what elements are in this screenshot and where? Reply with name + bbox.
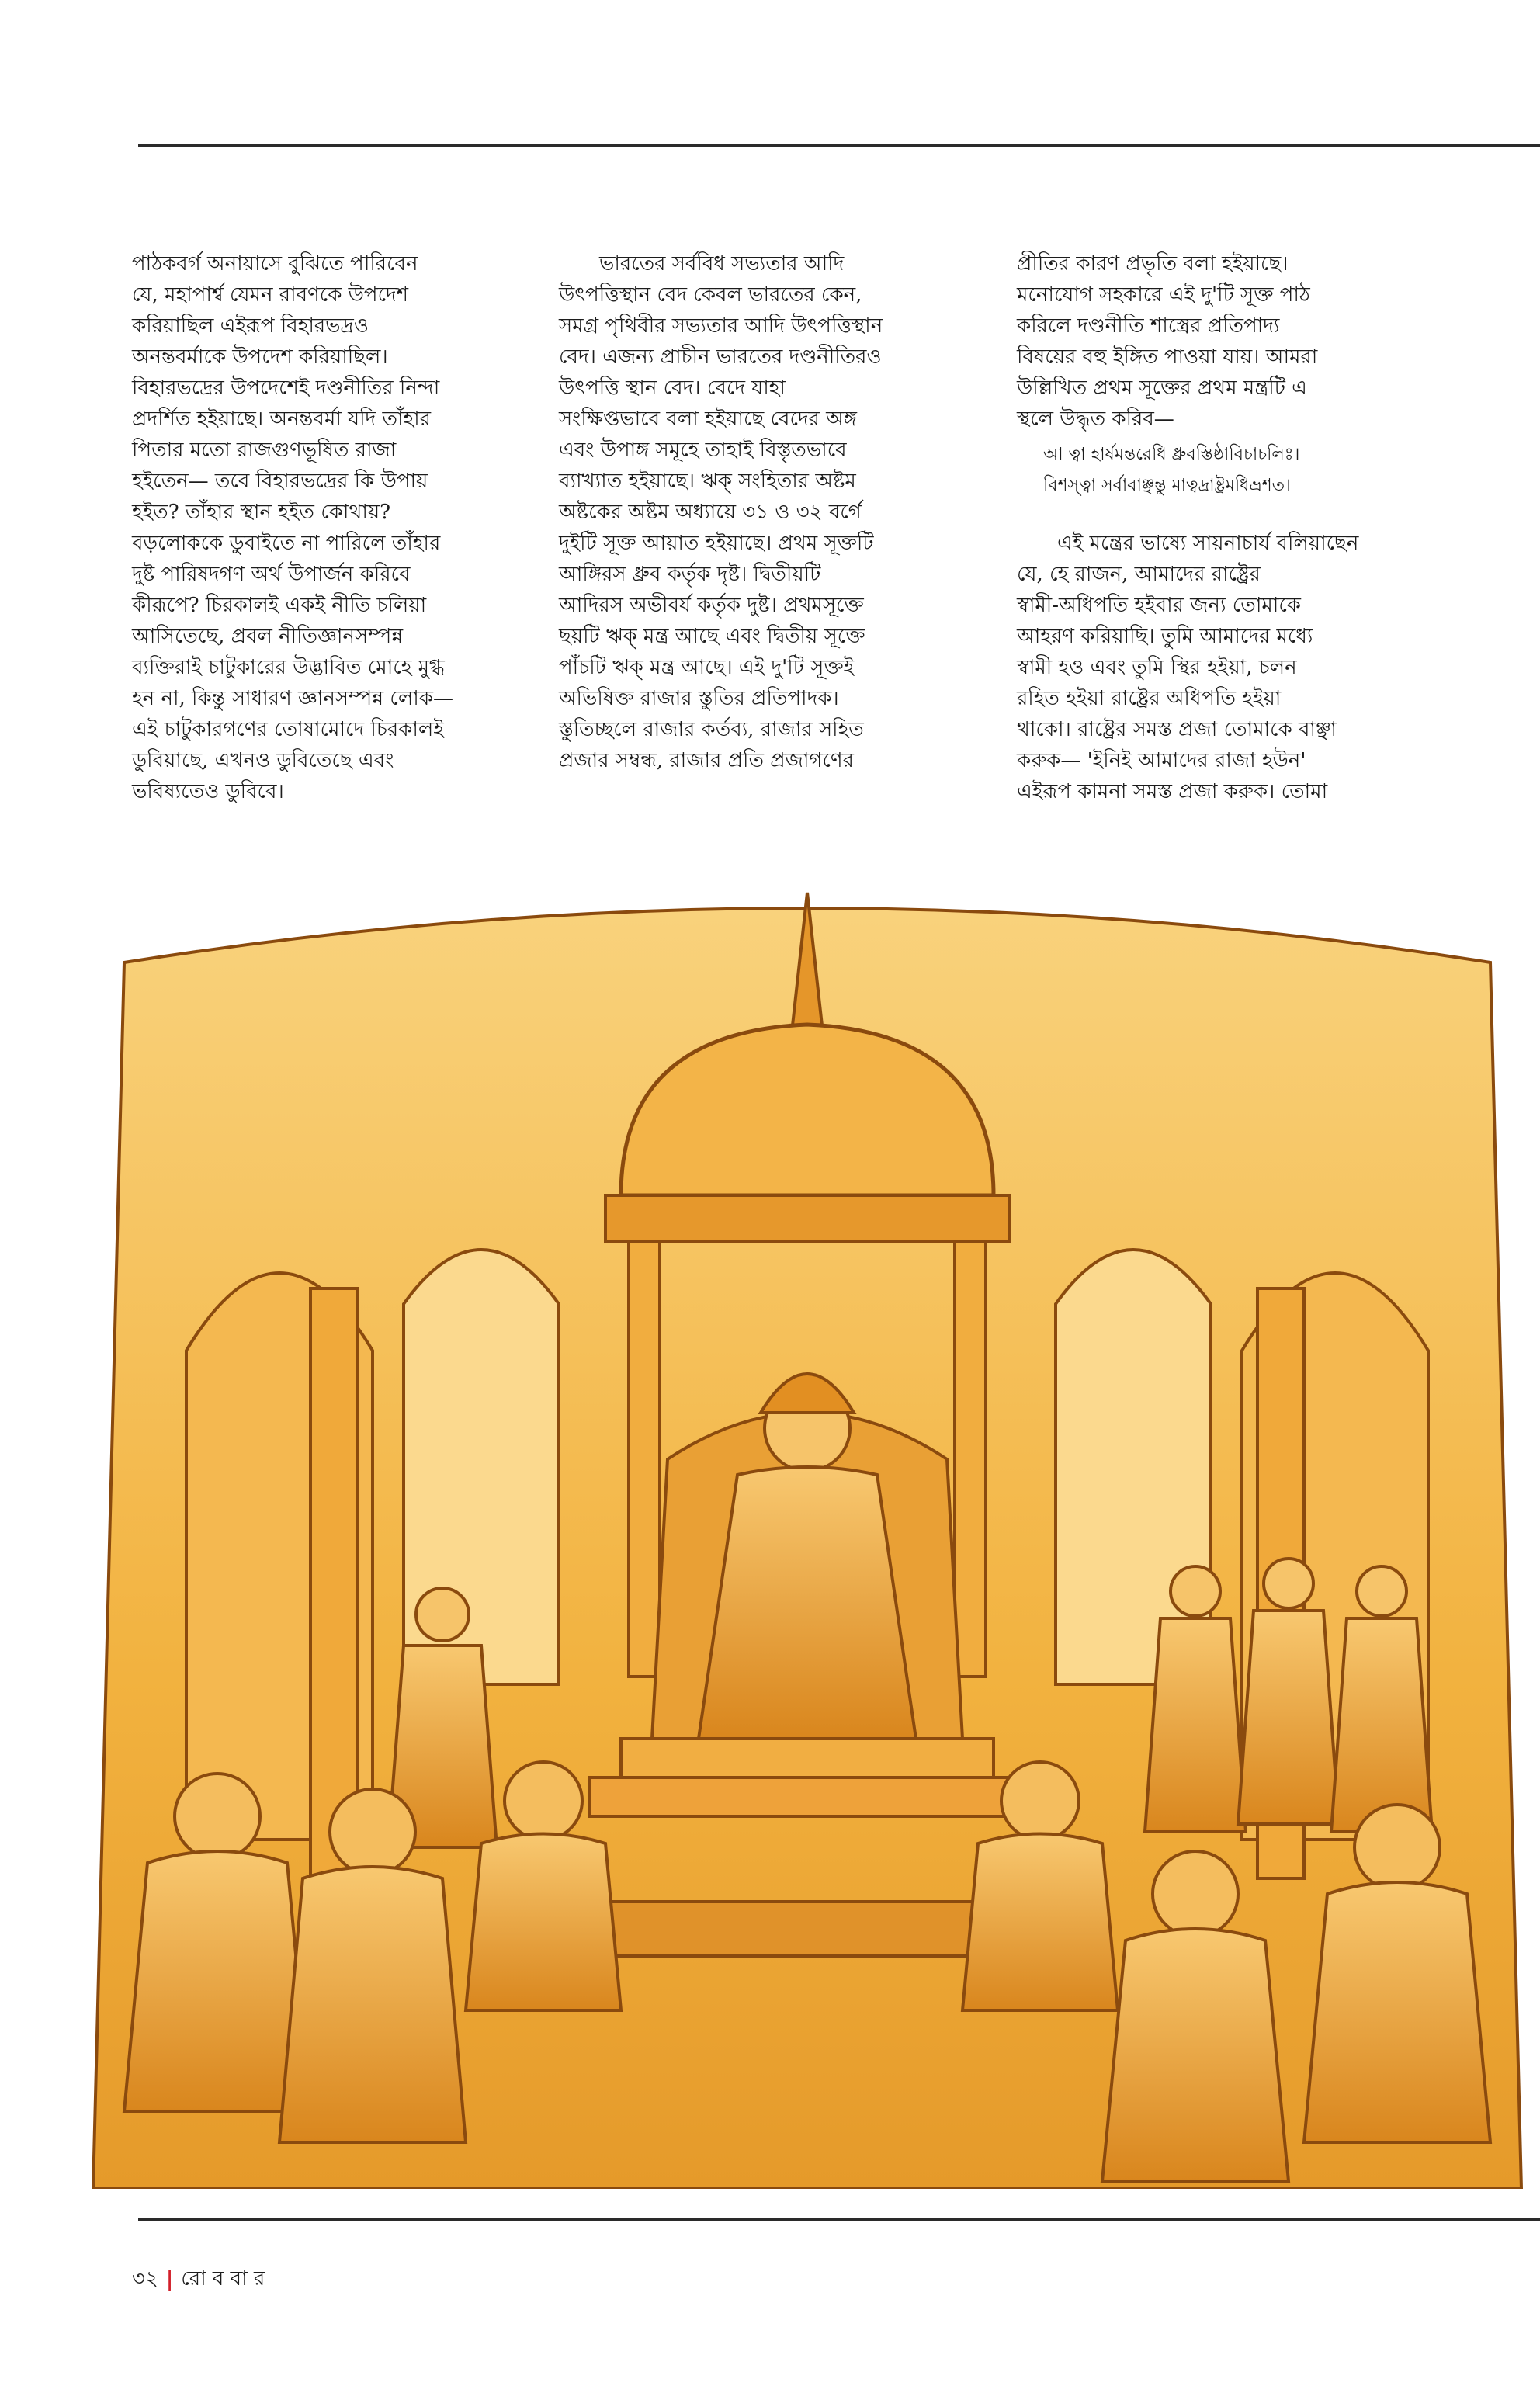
page-folio (132, 2263, 265, 2297)
bottom-rule (138, 2218, 1540, 2221)
text-column-2 (559, 248, 947, 776)
column3-paragraph-b: এই মন্ত্রের ভাষ্যে সায়নাচার্য বলিয়াছেন যে, হে রাজন, আমাদের রাষ্ট্রের স্বামী-অধিপতি হইবার জন্য তোমাকে আহরণ করিয়াছি। তুমি আমাদের মধ্যে স্বামী হও এবং তুমি স্থির হইয়া, চলন রহিত হইয়া রাষ্ট্রের অধিপতি হইয়া থাকো। রাষ্ট্রের সমস্ত প্রজা তোমাকে বাঞ্ছা করুক— 'ইনিই আমাদের রাজা হউন' এইরূপ কামনা সমস্ত প্রজা করুক। তোমা (1017, 532, 1359, 803)
sanskrit-verse: আ ত্বা হার্ষমন্তরেধি ধ্রুবস্তিষ্ঠাবিচাচলিঃ। বিশস্ত্বা সর্বাবাঞ্ছন্তু মাত্বদ্রাষ্ট্রমধিভ্রশত। (1043, 445, 1300, 495)
king-body (699, 1467, 916, 1739)
column2-paragraph: ভারতের সর্ববিধ সভ্যতার আদি উৎপত্তিস্থান বেদ কেবল ভারতের কেন, সমগ্র পৃথিবীর সভ্যতার আদি উৎপত্তিস্থান বেদ। এজন্য প্রাচীন ভারতের দণ্ডনীতিরও উৎপত্তি স্থান বেদ। বেদে যাহা সংক্ষিপ্তভাবে বলা হইয়াছে বেদের অঙ্গ এবং উপাঙ্গ সমূহে তাহাই বিস্তৃতভাবে ব্যাখ্যাত হইয়াছে। ঋক্ সংহিতার অষ্টম অষ্টকের অষ্টম অধ্যায়ে ৩১ ও ৩২ বর্গে দুইটি সূক্ত আয়াত হইয়াছে। প্রথম সূক্তটি আঙ্গিরস ধ্রুব কর্তৃক দৃষ্ট। দ্বিতীয়টি আদিরস অভীবর্য কর্তৃক দুষ্ট। প্রথমসূক্তে ছয়টি ঋক্ মন্ত্র আছে এবং দ্বিতীয় সূক্তে পাঁচটি ঋক্ মন্ত্র আছে। এই দু'টি সূক্তই অভিষিক্ত রাজার স্তুতির প্রতিপাদক। স্তুতিচ্ছলে রাজার কর্তব্য, রাজার সহিত প্রজার সম্বন্ধ, রাজার প্রতি প্রজাগণের (559, 252, 883, 772)
top-rule (138, 144, 1540, 147)
pillar-left (310, 1288, 357, 1878)
throne-step-1 (621, 1739, 994, 1777)
page-number: ৩২ (132, 2267, 158, 2291)
text-column-1 (132, 248, 520, 807)
throne-step-2 (590, 1777, 1025, 1816)
column3-paragraph-a: প্রীতির কারণ প্রভৃতি বলা হইয়াছে। মনোযোগ সহকারে এই দু'টি সূক্ত পাঠ করিলে দণ্ডনীতি শাস্ত্রের প্রতিপাদ্য বিষয়ের বহু ইঙ্গিত পাওয়া যায়। আমরা উল্লিখিত প্রথম সূক্তের প্রথম মন্ত্রটি এ স্থলে উদ্ধৃত করিব— (1017, 252, 1318, 431)
canopy-band (605, 1195, 1009, 1242)
standing-courtiers-right (1145, 1559, 1432, 1832)
canopy-post-left (629, 1242, 660, 1677)
folio-separator: | (165, 2268, 174, 2291)
illustration-svg (78, 869, 1537, 2189)
column1-paragraph: পাঠকবর্গ অনায়াসে বুঝিতে পারিবেন যে, মহাপার্শ্ব যেমন রাবণকে উপদেশ করিয়াছিল এইরূপ বিহারভদ্রও অনন্তবর্মাকে উপদেশ করিয়াছিল। বিহারভদ্রের উপদেশেই দণ্ডনীতির নিন্দা প্রদর্শিত হইয়াছে। অনন্তবর্মা যদি তাঁহার পিতার মতো রাজগুণভূষিত রাজা হইতেন— তবে বিহারভদ্রের কি উপায় হইত? তাঁহার স্থান হইত কোথায়? বড়লোককে ডুবাইতে না পারিলে তাঁহার দুষ্ট পারিষদগণ অর্থ উপার্জন করিবে কীরূপে? চিরকালই একই নীতি চলিয়া আসিতেছে, প্রবল নীতিজ্ঞানসম্পন্ন ব্যক্তিরাই চাটুকারের উদ্ভাবিত মোহে মুগ্ধ হন না, কিন্তু সাধারণ জ্ঞানসম্পন্ন লোক— এই চাটুকারগণের তোষামোদে চিরকালই ডুবিয়াছে, এখনও ডুবিতেছে এবং ভবিষ্যতেও ডুবিবে। (132, 252, 453, 803)
royal-court-illustration (78, 869, 1537, 2189)
text-column-3 (1017, 248, 1405, 807)
canopy-post-right (955, 1242, 986, 1677)
magazine-name: রো ব বা র (181, 2267, 265, 2291)
